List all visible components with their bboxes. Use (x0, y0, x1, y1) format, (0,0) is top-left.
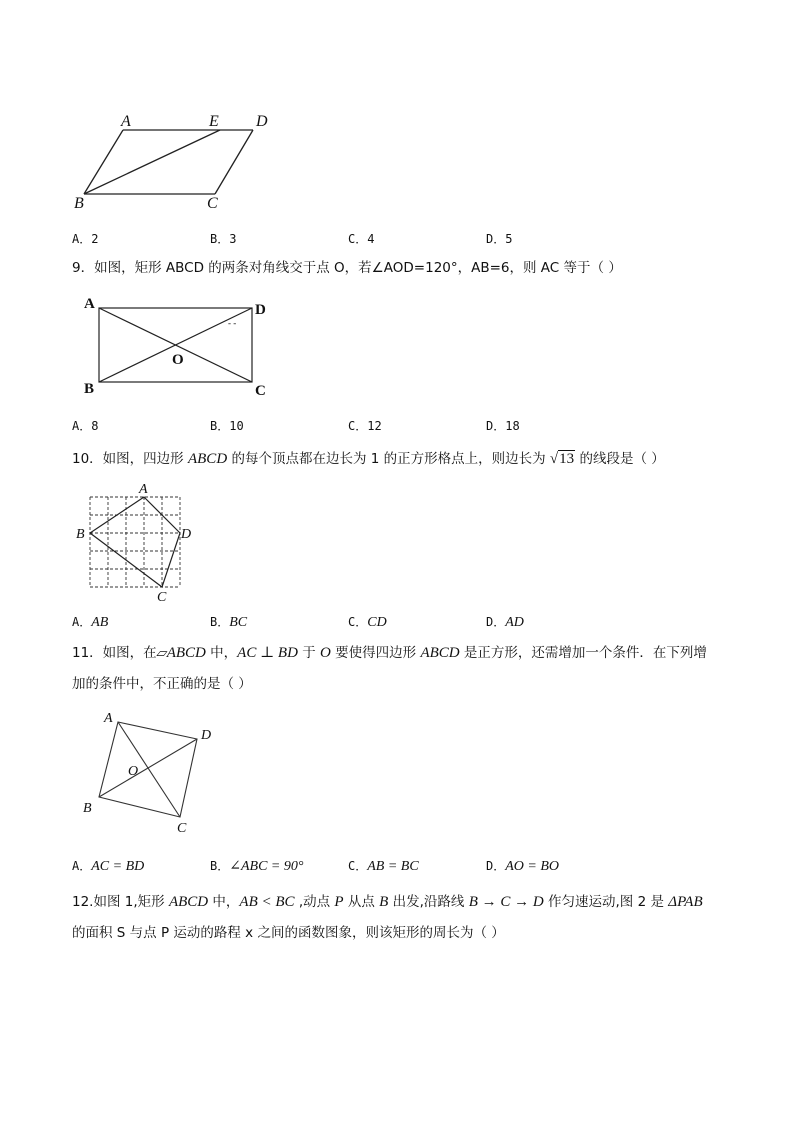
q9-option-d[interactable]: D．18 (486, 419, 520, 433)
q11-options (72, 857, 692, 877)
fig9-label-B: B (84, 381, 95, 397)
fig8-label-C: C (207, 195, 218, 212)
q11-line2: 加的条件中，不正确的是（ ） (72, 676, 252, 692)
fig11-label-C: C (177, 821, 187, 836)
q9-option-a[interactable]: A．8 (72, 419, 99, 433)
fig9-rectangle (80, 294, 280, 404)
fig8-side-CD (215, 130, 253, 194)
fig11-quad-ABCD (99, 722, 197, 817)
q8-option-b[interactable]: B．3 (210, 232, 237, 246)
q9-option-b[interactable]: B．10 (210, 419, 244, 433)
q10-option-c[interactable]: C．CD (348, 615, 387, 630)
fig10-label-C: C (157, 590, 167, 605)
fig8-segment-BE (84, 130, 220, 194)
q8-option-c[interactable]: C．4 (348, 232, 375, 246)
q9-text: 9．如图，矩形 ABCD 的两条对角线交于点 O，若∠AOD=120°，AB=6，则 AC 等于（ ） (72, 260, 622, 276)
q10-options (72, 613, 692, 633)
q8-option-a[interactable]: A．2 (72, 232, 99, 246)
sqrt-13: √13 (549, 451, 575, 467)
q10-option-b[interactable]: B．BC (210, 615, 248, 630)
q12-line1: 12.如图 1,矩形 ABCD 中，AB < BC ,动点 P 从点 B 出发,沿路线 B → C → D 作匀速运动,图 2 是 ΔPAB (72, 894, 703, 910)
fig9-label-A: A (84, 296, 95, 312)
fig11-label-O: O (128, 764, 139, 779)
fig9-label-C: C (255, 383, 266, 399)
q10-option-d[interactable]: D．AD (486, 615, 524, 630)
q11-option-a[interactable]: A．AC = BD (72, 859, 145, 874)
q9-options (72, 417, 692, 437)
fig8-label-A: A (121, 113, 131, 130)
q10-option-a[interactable]: A．AB (72, 615, 109, 630)
fig11-label-D: D (201, 728, 212, 743)
fig11-rhombus (76, 705, 226, 840)
q12-text (72, 887, 732, 949)
fig8-parallelogram (70, 108, 290, 213)
q11-line1: 11．如图，在▱ABCD 中，AC ⊥ BD 于 O 要使得四边形 ABCD 是正方形，还需增加一个条件．在下列增 (72, 645, 707, 661)
q8-option-d[interactable]: D．5 (486, 232, 513, 246)
fig11-label-B: B (83, 801, 92, 816)
q11-option-c[interactable]: C．AB = BC (348, 859, 419, 874)
q10-text: 10．如图，四边形 ABCD 的每个顶点都在边长为 1 的正方形格点上，则边长为 √13 的线段是（ ） (72, 451, 665, 467)
q11-text (72, 638, 732, 700)
fig10-label-A: A (139, 482, 148, 497)
q11-option-b[interactable]: B．∠ABC = 90° (210, 859, 304, 874)
fig10-label-D: D (181, 527, 192, 542)
fig10-label-B: B (76, 527, 85, 542)
q12-line2: 的面积 S 与点 P 运动的路程 x 之间的函数图象，则该矩形的周长为（ ） (72, 925, 505, 941)
fig8-label-B: B (74, 195, 84, 212)
fig11-diagonal-BD (99, 739, 197, 797)
fig8-label-E: E (209, 113, 219, 130)
fig9-label-D: D (255, 302, 266, 318)
fig11-label-A: A (104, 711, 113, 726)
fig9-angle-mark: - - (228, 318, 237, 328)
fig10-quad-ABCD (90, 497, 180, 587)
q11-option-d[interactable]: D．AO = BO (486, 859, 560, 874)
fig10-grid-quadrilateral (72, 480, 202, 605)
q8-options (72, 230, 692, 250)
fig9-label-O: O (172, 352, 184, 368)
q9-option-c[interactable]: C．12 (348, 419, 382, 433)
fig8-label-D: D (256, 113, 268, 130)
